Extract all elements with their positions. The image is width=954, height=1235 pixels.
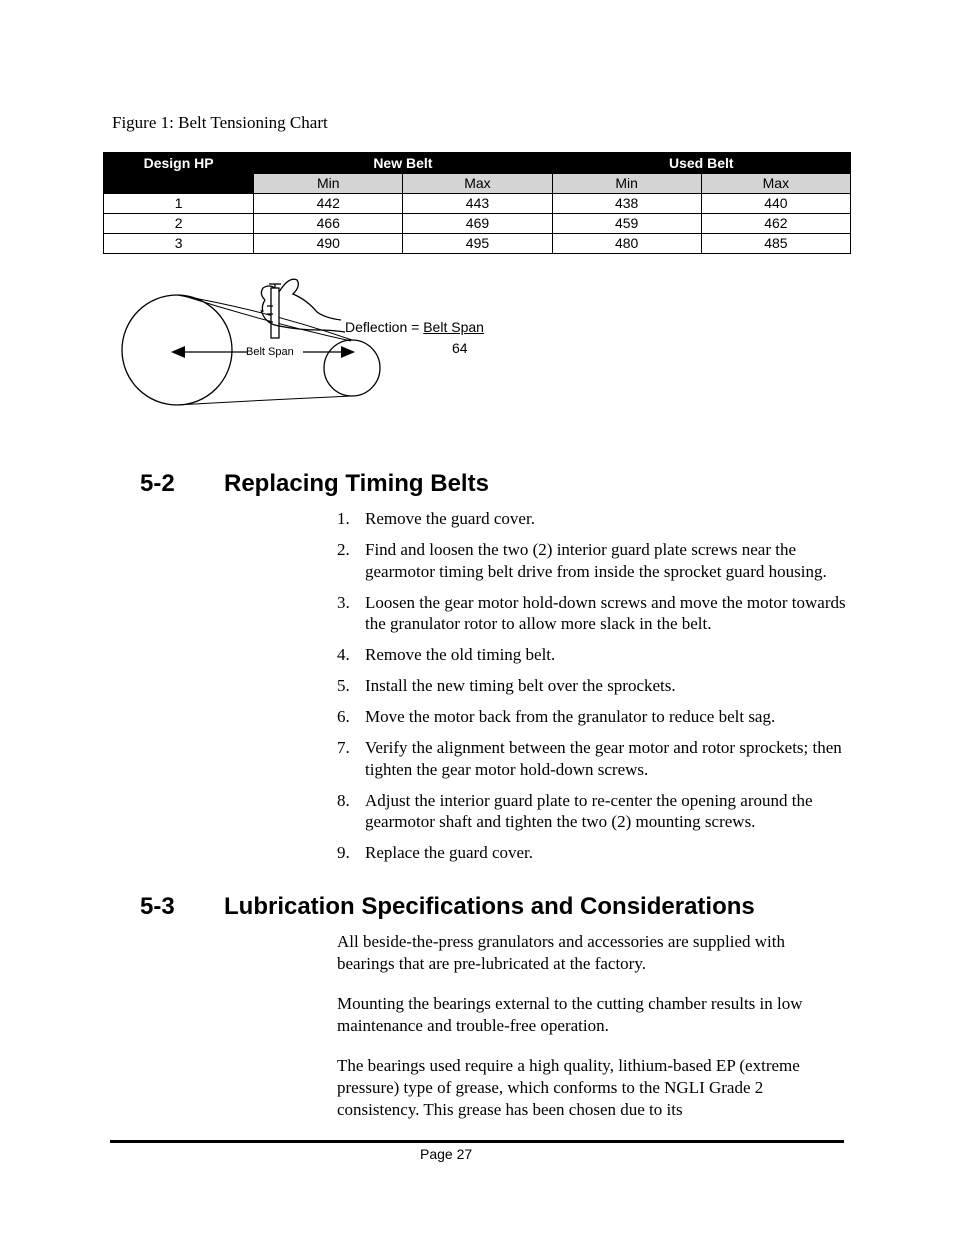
cell-new-max: 495	[403, 234, 552, 254]
list-item	[337, 675, 847, 697]
figure-caption: Figure 1: Belt Tensioning Chart	[112, 113, 328, 132]
paragraph: The bearings used require a high quality, lithium-based EP (extreme pressure) type of grease, which conforms to the NGLI Grade 2 consistency. This grease has been chosen due to its	[337, 1056, 800, 1119]
section-number: 5-3	[140, 893, 175, 920]
step-number: 3.	[337, 592, 350, 612]
page-number: Page 27	[420, 1146, 473, 1162]
cell-hp: 3	[104, 234, 254, 254]
subheader-new-min: Min	[254, 174, 403, 194]
header-design-hp: Design HP	[104, 153, 254, 174]
deflection-prefix: Deflection =	[345, 319, 424, 335]
cell-new-max: 443	[403, 194, 552, 214]
step-text: Remove the old timing belt.	[365, 645, 556, 664]
cell-new-min: 490	[254, 234, 403, 254]
list-item	[337, 706, 847, 728]
cell-hp: 1	[104, 194, 254, 214]
step-text: Find and loosen the two (2) interior guard plate screws near the gearmotor timing belt drive from inside the sprocket guard housing.	[365, 540, 827, 581]
subheader-new-max: Max	[403, 174, 552, 194]
footer-rule	[110, 1140, 844, 1143]
cell-used-min: 459	[552, 214, 701, 234]
list-item	[337, 539, 847, 582]
paragraph: Mounting the bearings external to the cutting chamber results in low maintenance and trouble-free operation.	[337, 994, 803, 1035]
hand-gauge-icon	[261, 279, 345, 338]
step-number: 7.	[337, 738, 350, 757]
belt-span-label: Belt Span	[246, 346, 294, 358]
cell-new-min: 442	[254, 194, 403, 214]
table-row	[104, 214, 851, 234]
deflection-formula	[345, 319, 484, 335]
section-heading-5-2	[140, 470, 489, 498]
step-text: Adjust the interior guard plate to re-center the opening around the gearmotor shaft and tighten the two (2) mounting screws.	[365, 790, 813, 831]
step-text: Loosen the gear motor hold-down screws and move the motor towards the granulator rotor to allow more slack in the belt.	[365, 592, 846, 633]
deflection-numerator: Belt Span	[423, 319, 484, 335]
cell-hp: 2	[104, 214, 254, 234]
list-item	[337, 508, 847, 530]
cell-used-max: 440	[701, 194, 850, 214]
list-item	[337, 592, 847, 635]
cell-used-max: 485	[701, 234, 850, 254]
subheader-used-min: Min	[552, 174, 701, 194]
step-number: 4.	[337, 645, 350, 664]
step-text: Install the new timing belt over the sprockets.	[365, 676, 676, 695]
step-text: Remove the guard cover.	[365, 509, 535, 528]
step-number: 2.	[337, 540, 350, 559]
small-pulley	[324, 340, 380, 396]
step-text: Move the motor back from the granulator to reduce belt sag.	[365, 707, 776, 726]
section-title: Lubrication Specifications and Considerations	[224, 893, 755, 920]
list-item	[337, 737, 847, 780]
step-number: 9.	[337, 843, 350, 862]
list-item	[337, 842, 847, 864]
section-heading-5-3	[140, 893, 755, 921]
belt-tensioning-table	[103, 152, 851, 254]
cell-used-min: 480	[552, 234, 701, 254]
header-spacer	[104, 174, 254, 194]
table-row	[104, 194, 851, 214]
list-item	[337, 790, 847, 833]
table-row	[104, 234, 851, 254]
step-number: 6.	[337, 707, 350, 726]
paragraph: All beside-the-press granulators and accessories are supplied with bearings that are pre-lubricated at the factory.	[337, 932, 785, 973]
step-text: Verify the alignment between the gear motor and rotor sprockets; then tighten the gear motor hold-down screws.	[365, 738, 842, 779]
timing-belt-steps	[337, 508, 847, 873]
step-text: Replace the guard cover.	[365, 843, 534, 862]
header-used-belt: Used Belt	[552, 153, 850, 174]
list-item	[337, 644, 847, 666]
cell-new-max: 469	[403, 214, 552, 234]
step-number: 1.	[337, 509, 350, 528]
step-number: 5.	[337, 676, 350, 695]
cell-new-min: 466	[254, 214, 403, 234]
section-title: Replacing Timing Belts	[224, 470, 489, 497]
step-number: 8.	[337, 790, 350, 810]
deflection-denominator: 64	[452, 340, 468, 356]
subheader-used-max: Max	[701, 174, 850, 194]
section-number: 5-2	[140, 470, 175, 497]
header-new-belt: New Belt	[254, 153, 552, 174]
cell-used-max: 462	[701, 214, 850, 234]
cell-used-min: 438	[552, 194, 701, 214]
